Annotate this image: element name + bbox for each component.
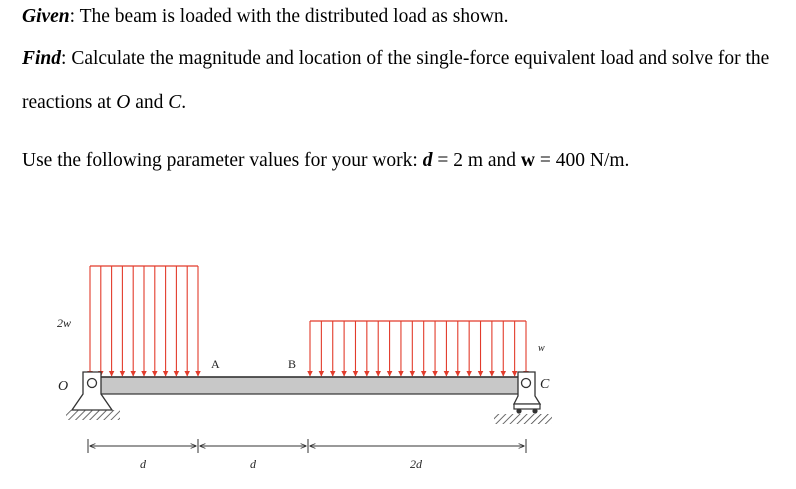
and-text: and: [130, 92, 169, 113]
label-a: A: [211, 357, 220, 371]
ground-right-icon: [494, 414, 552, 424]
distributed-load-2w: [90, 266, 198, 376]
beam: [88, 377, 530, 394]
pin-o-icon: [88, 379, 97, 388]
param-w-symbol: w: [520, 150, 536, 171]
distributed-load-w: [310, 321, 526, 376]
point-o-text: O: [116, 92, 131, 113]
label-o: O: [58, 379, 69, 394]
param-d-symbol: d: [422, 150, 433, 171]
label-c: C: [540, 377, 550, 392]
roller-wheel-icon: [532, 408, 537, 413]
pin-c-icon: [522, 379, 531, 388]
ground-left-icon: [66, 410, 120, 420]
dimension-line: [88, 439, 526, 453]
param-w-value: = 400 N/m.: [535, 150, 630, 171]
find-label: Find: [22, 48, 62, 69]
find-text: Calculate the magnitude and location of the single-force equivalent load and solve for the: [71, 48, 770, 69]
params-text: Use the following parameter values for your work:: [22, 150, 423, 171]
find-text-cont: reactions at: [22, 92, 117, 113]
given-label: Given: [22, 6, 70, 27]
roller-wheel-icon: [516, 408, 521, 413]
label-w: w: [538, 343, 545, 354]
given-line: Given: The beam is loaded with the distributed load as shown.: [22, 6, 509, 27]
dim-label-d2: d: [250, 457, 256, 471]
dim-label-2d: 2d: [410, 457, 422, 471]
label-2w: 2w: [57, 316, 72, 330]
find-line: Find: Calculate the magnitude and location of the single-force equivalent load and solve for the: [22, 48, 770, 69]
point-c-text: C: [168, 92, 182, 113]
given-text: The beam is loaded with the distributed load as shown.: [79, 6, 509, 27]
period-text: .: [181, 92, 187, 113]
label-b: B: [288, 357, 297, 371]
dim-label-d1: d: [140, 457, 146, 471]
param-d-value: = 2 m and: [432, 150, 521, 171]
